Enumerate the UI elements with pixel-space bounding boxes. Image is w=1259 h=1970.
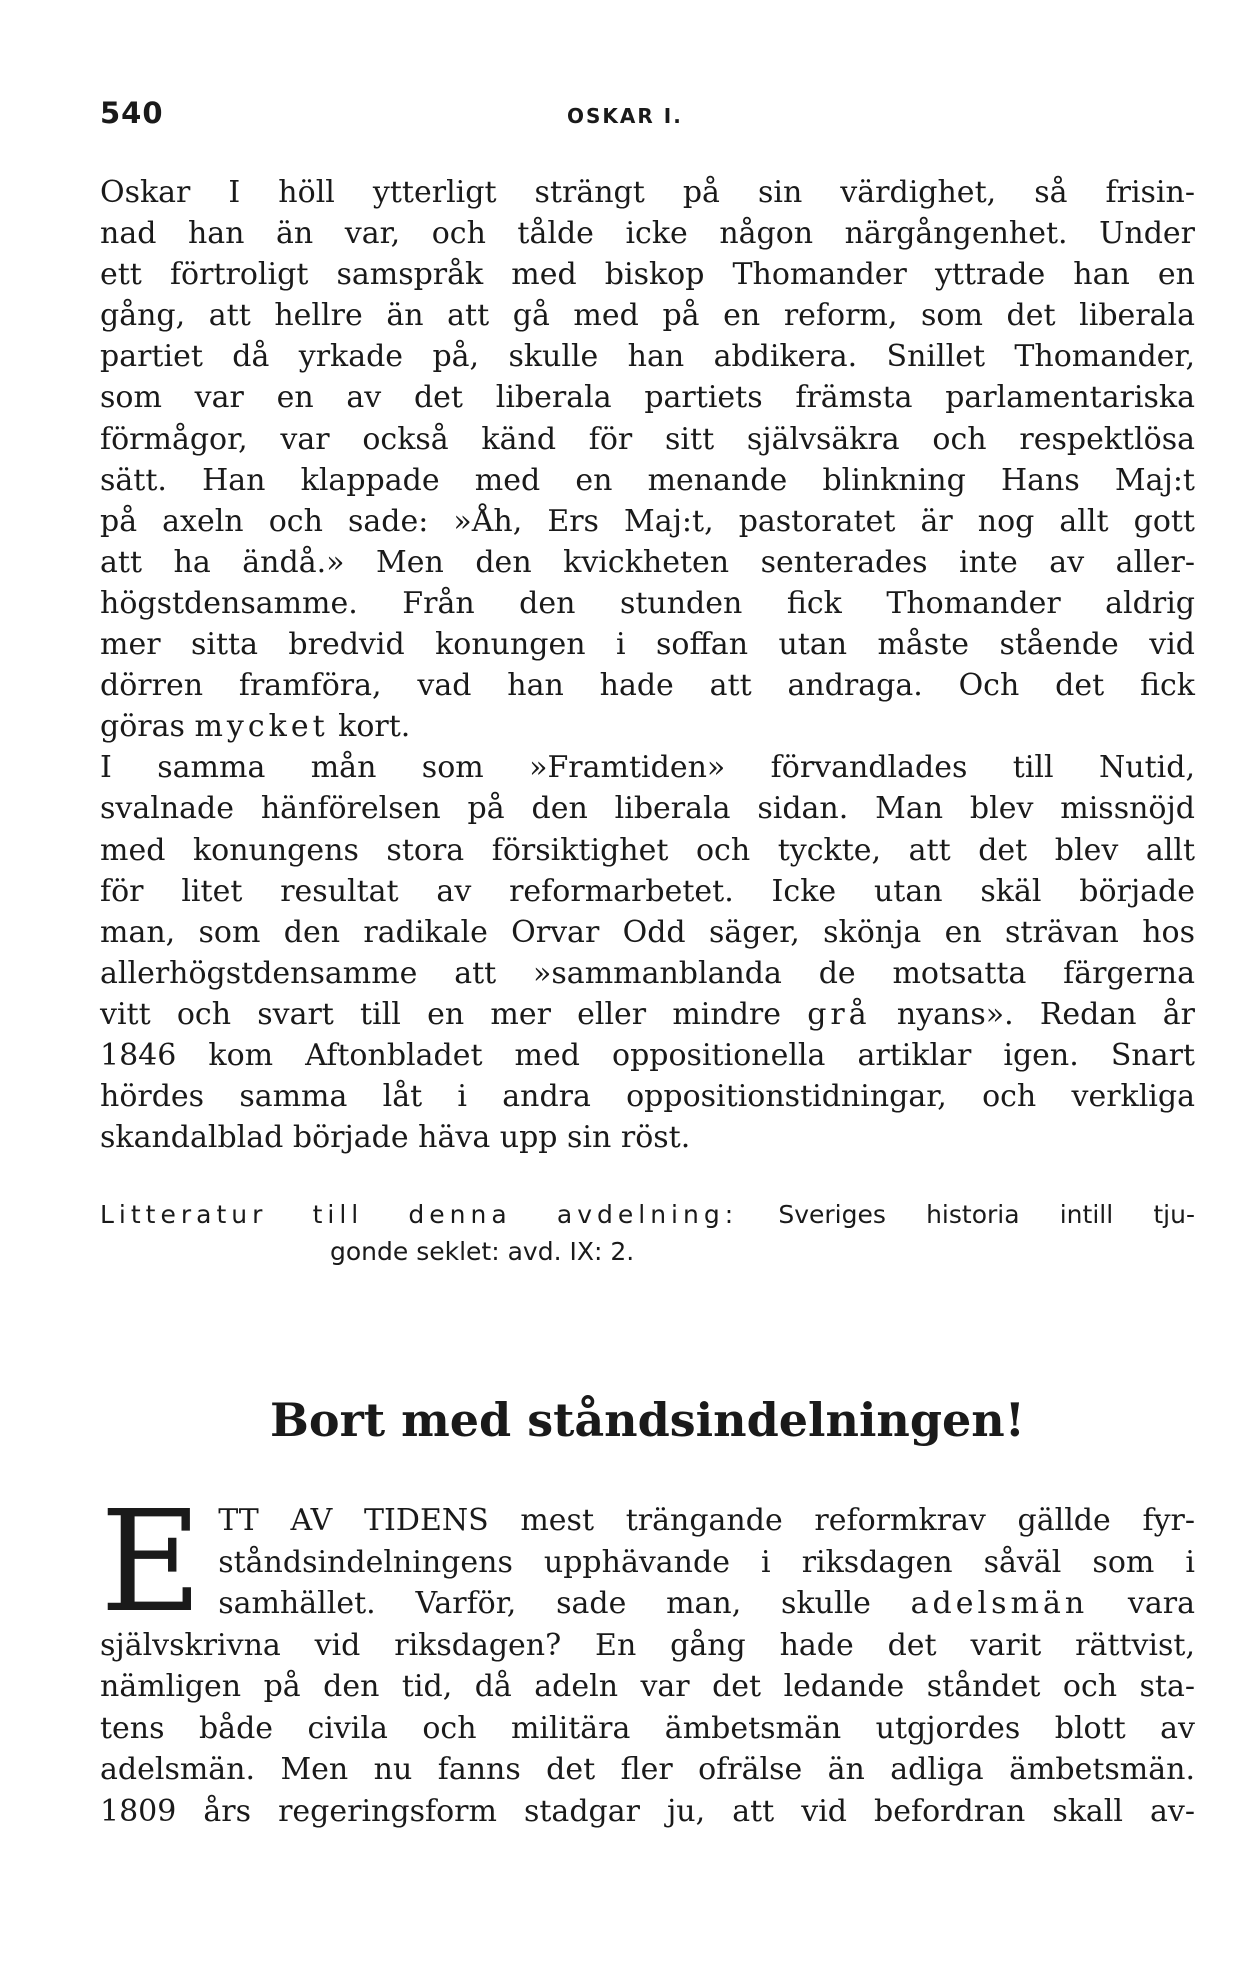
text-line: ståndsindelningens upphävande i riksdagen såväl som i: [218, 1544, 1195, 1580]
section-text: [100, 1481, 1195, 1832]
drop-cap: E: [100, 1481, 203, 1644]
text-line: [100, 1583, 1195, 1625]
book-page: [100, 0, 1195, 1970]
text-line: förmågor, var också känd för sitt självsäkra och respektlösa: [100, 421, 1195, 457]
body-text: [100, 172, 1195, 1158]
literature-line: [100, 1196, 1195, 1233]
literature-text: Sveriges historia intill tju-: [778, 1200, 1195, 1229]
text-line: med konungens stora försiktighet och tyckte, att det blev allt: [100, 832, 1195, 868]
text-line: [100, 994, 1195, 1035]
text-line: sätt. Han klappade med en menande blinkning Hans Maj:t: [100, 462, 1195, 498]
text-line: att ha ändå.» Men den kvickheten senterades inte av aller-: [100, 544, 1195, 580]
text-line: dörren framföra, vad han hade att andraga. Och det fick: [100, 668, 1195, 704]
text-line: TT AV TIDENS mest trängande reformkrav gällde fyr-: [218, 1503, 1195, 1538]
text-line: tens både civila och militära ämbetsmän utgjordes blott av: [100, 1710, 1195, 1746]
text-line: nad han än var, och tålde icke någon närgångenhet. Under: [100, 216, 1195, 252]
text-line: allerhögstdensamme att »sammanblanda de motsatta färgerna: [100, 955, 1195, 991]
literature-label: Litteratur till denna avdelning:: [100, 1200, 739, 1229]
text-line: partiet då yrkade på, skulle han abdikera. Snillet Thomander,: [100, 339, 1195, 375]
paragraph-2: [100, 747, 1195, 1158]
text-line: Oskar I höll ytterligt strängt på sin värdighet, så frisin-: [100, 175, 1195, 210]
section-heading: Bort med ståndsindelningen!: [270, 1393, 1025, 1447]
text-line: för litet resultat av reformarbetet. Icke utan skäl började: [100, 873, 1195, 909]
text-fragment: vitt och svart till en mer eller mindre: [100, 996, 808, 1032]
text-line: som var en av det liberala partiets främsta parlamentariska: [100, 380, 1195, 416]
text-line: på axeln och sade: »Åh, Ers Maj:t, pastoratet är nog allt gott: [100, 503, 1195, 539]
text-line: nämligen på den tid, då adeln var det ledande ståndet och sta-: [100, 1669, 1195, 1704]
text-line: hördes samma låt i andra oppositionstidningar, och verkliga: [100, 1079, 1195, 1115]
running-head: [100, 96, 1195, 136]
text-fragment: samhället. Varför, sade man, skulle: [218, 1586, 911, 1621]
running-title: OSKAR I.: [567, 104, 683, 128]
text-line: man, som den radikale Orvar Odd säger, skönja en strävan hos: [100, 914, 1195, 950]
literature-line: gonde seklet: avd. IX: 2.: [330, 1237, 635, 1266]
text-fragment: göras: [100, 709, 195, 745]
text-line: svalnade hänförelsen på den liberala sidan. Man blev missnöjd: [100, 791, 1195, 827]
text-fragment: kort.: [328, 709, 411, 745]
text-fragment: nyans». Redan år: [870, 996, 1195, 1032]
text-line: adelsmän. Men nu fanns det fler ofrälse än adliga ämbetsmän.: [100, 1752, 1195, 1787]
text-line: I samma mån som »Framtiden» förvandlades till Nutid,: [100, 750, 1195, 786]
text-line: gång, att hellre än att gå med på en reform, som det liberala: [100, 298, 1195, 334]
text-line: mer sitta bredvid konungen i soffan utan måste stående vid: [100, 627, 1195, 663]
text-line: ett förtroligt samspråk med biskop Thomander yttrade han en: [100, 257, 1195, 293]
text-line: [100, 706, 1195, 747]
text-line: högstdensamme. Från den stunden fick Thomander aldrig: [100, 585, 1195, 621]
page-number: 540: [100, 96, 164, 130]
paragraph-1: [100, 172, 1195, 747]
emphasized-word: grå: [807, 996, 871, 1032]
emphasized-word: mycket: [194, 709, 329, 745]
text-line: 1846 kom Aftonbladet med oppositionella artiklar igen. Snart: [100, 1037, 1195, 1073]
text-fragment: vara: [1088, 1586, 1195, 1621]
emphasized-word: adelsmän: [910, 1586, 1089, 1621]
text-line: 1809 års regeringsform stadgar ju, att vid befordran skall av-: [100, 1793, 1195, 1829]
literature-note: [100, 1196, 1195, 1270]
text-line: självskrivna vid riksdagen? En gång hade det varit rättvist,: [100, 1627, 1195, 1663]
text-line: skandalblad började häva upp sin röst.: [100, 1120, 691, 1156]
